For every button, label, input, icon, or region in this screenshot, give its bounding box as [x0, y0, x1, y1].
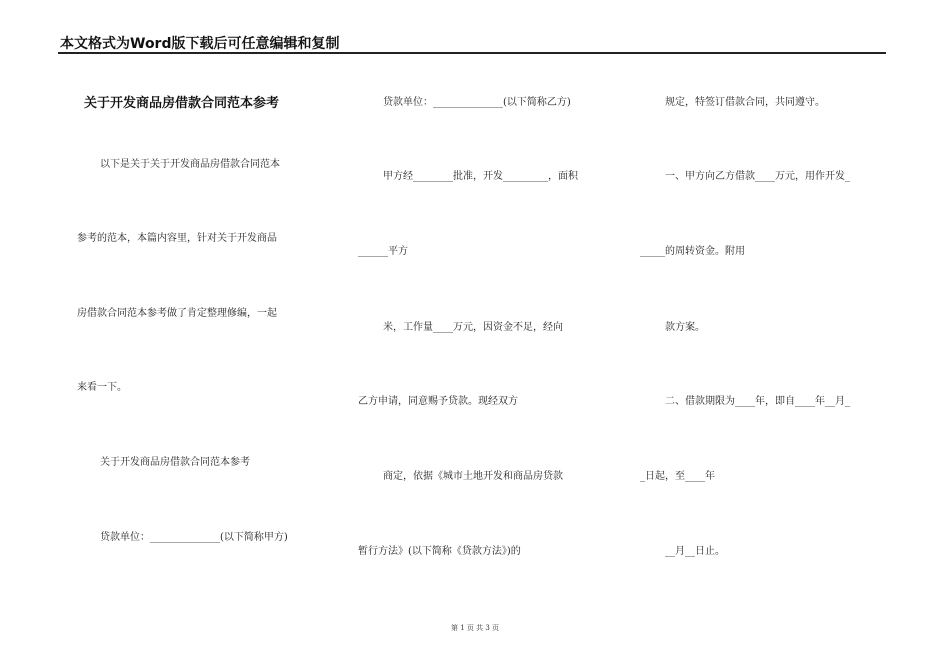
col2-line-6: 商定，依据《城市土地开发和商品房贷款 — [383, 471, 563, 482]
col3-line-3: _____的周转资金。附用 — [640, 246, 745, 257]
col3-line-7: __月__日止。 — [665, 546, 725, 557]
col3-line-5: 二、借款期限为____年，即自____年__月_ — [665, 396, 850, 407]
col1-line-5: 关于开发商品房借款合同范本参考 — [100, 457, 250, 468]
document-title: 关于开发商品房借款合同范本参考 — [84, 96, 280, 111]
page-number: 第 1 页 共 3 页 — [450, 624, 500, 632]
col2-line-5: 乙方申请，同意赐予贷款。现经双方 — [358, 396, 518, 407]
col2-line-4: 米，工作量____万元，因资金不足，经向 — [383, 322, 563, 333]
col1-line-3: 房借款合同范本参考做了肯定整理修编，一起 — [77, 308, 277, 319]
col3-line-6: _日起，至____年 — [640, 471, 715, 482]
col3-line-2: 一、甲方向乙方借款____万元，用作开发_ — [665, 171, 850, 182]
col2-line-3: ______平方 — [358, 246, 408, 257]
col1-line-1: 以下是关于关于开发商品房借款合同范本 — [100, 159, 280, 170]
header-divider — [58, 52, 886, 54]
col1-line-4: 来看一下。 — [77, 382, 127, 393]
col1-line-2: 参考的范本，本篇内容里，针对关于开发商品 — [77, 233, 277, 244]
col2-line-2: 甲方经________批准，开发_________，面积 — [383, 171, 578, 182]
col3-line-1: 规定，特签订借款合同，共同遵守。 — [665, 97, 825, 108]
col2-line-7: 暂行方法》(以下简称《贷款方法》)的 — [358, 546, 521, 557]
document-header: 本文格式为Word版下载后可任意编辑和复制 — [60, 36, 340, 52]
col3-line-4: 款方案。 — [665, 322, 705, 333]
col2-line-1: 贷款单位：______________(以下简称乙方) — [383, 97, 571, 108]
col1-line-6: 贷款单位：______________(以下简称甲方) — [100, 532, 288, 543]
